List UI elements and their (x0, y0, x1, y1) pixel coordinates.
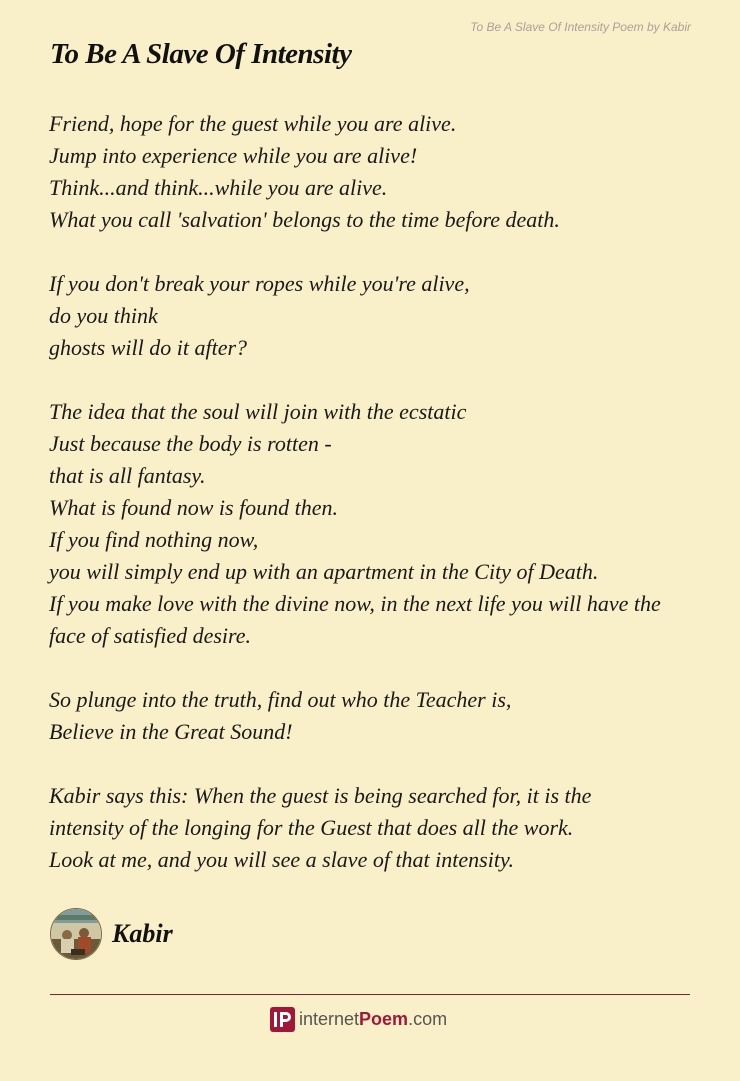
poem-line: What is found now is found then. (49, 495, 339, 520)
poem-stanza-3 (49, 396, 695, 652)
poem-line: Think...and think...while you are alive. (49, 175, 388, 200)
poem-line: Jump into experience while you are alive! (49, 143, 418, 168)
poem-line: The idea that the soul will join with the ecstatic (49, 399, 467, 424)
poem-line: If you don't break your ropes while you're alive, (49, 271, 470, 296)
poem-line: intensity of the longing for the Guest that does all the work. (49, 815, 574, 840)
internetpoem-logo-icon (270, 1007, 295, 1032)
poem-line: Look at me, and you will see a slave of that intensity. (49, 847, 514, 872)
poem-line: Just because the body is rotten - (49, 431, 332, 456)
poem-line: ghosts will do it after? (49, 335, 248, 360)
author-name[interactable]: Kabir (112, 919, 173, 948)
site-brand[interactable] (270, 1007, 447, 1032)
poem-line: Friend, hope for the guest while you are alive. (49, 111, 457, 136)
brand-text-poem: Poem (359, 1009, 409, 1029)
poem-stanza-5 (49, 780, 695, 876)
poem-line: do you think (49, 303, 158, 328)
author-portrait-icon[interactable] (50, 908, 102, 960)
poem-line: you will simply end up with an apartment in the City of Death. (49, 559, 599, 584)
poem-stanza-1 (49, 108, 695, 236)
poem-line: If you make love with the divine now, in the next life you will have the face of satisfied desire. (49, 591, 661, 648)
poem-stanza-4 (49, 684, 695, 748)
poem-line: that is all fantasy. (49, 463, 206, 488)
brand-text-dotcom: .com (408, 1009, 448, 1029)
poem-line: So plunge into the truth, find out who the Teacher is, (49, 687, 512, 712)
poem-line: Believe in the Great Sound! (49, 719, 293, 744)
footer-divider (50, 994, 690, 995)
poem-stanza-2 (49, 268, 695, 364)
brand-text-internet: internet (299, 1009, 360, 1029)
poem-body (49, 108, 695, 908)
poem-line: What you call 'salvation' belongs to the time before death. (49, 207, 560, 232)
author-block[interactable] (50, 908, 173, 960)
page-meta-caption: To Be A Slave Of Intensity Poem by Kabir (470, 20, 691, 34)
poem-line: Kabir says this: When the guest is being searched for, it is the (49, 783, 592, 808)
poem-line: If you find nothing now, (49, 527, 259, 552)
poem-title: To Be A Slave Of Intensity (50, 38, 352, 70)
